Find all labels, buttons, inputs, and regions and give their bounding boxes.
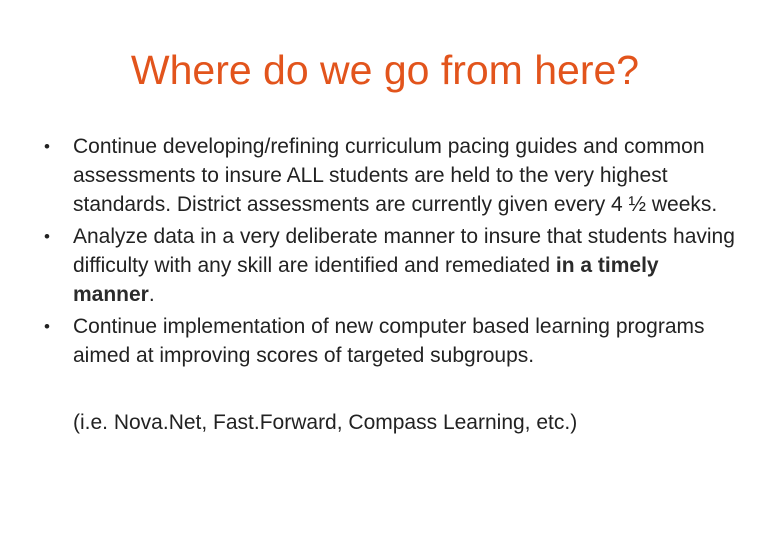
slide-title: Where do we go from here? bbox=[130, 47, 640, 93]
bullet-item-analyze-data bbox=[44, 222, 744, 309]
bullet-icon: • bbox=[44, 227, 50, 246]
examples-note: (i.e. Nova.Net, Fast.Forward, Compass Learning, etc.) bbox=[73, 411, 578, 434]
bullet-item-curriculum bbox=[44, 132, 744, 219]
bullet-text: Analyze data in a very deliberate manner to insure that students having difficulty with any skill are identified and remediated bbox=[73, 225, 735, 277]
bullet-icon: • bbox=[44, 317, 50, 336]
bullet-text: Continue implementation of new computer based learning programs aimed at improving scores of targeted subgroups. bbox=[73, 315, 705, 367]
bullet-emphasis: in a timely manner bbox=[73, 254, 659, 306]
bullet-text-end: . bbox=[148, 283, 155, 306]
bullet-list bbox=[44, 132, 744, 373]
bullet-text: Continue developing/refining curriculum pacing guides and common assessments to insure ALL students are held to the very highest standards. District assessments are currently given every 4 ½ weeks. bbox=[73, 135, 718, 216]
bullet-icon: • bbox=[44, 137, 50, 156]
bullet-item-implementation bbox=[44, 312, 744, 370]
